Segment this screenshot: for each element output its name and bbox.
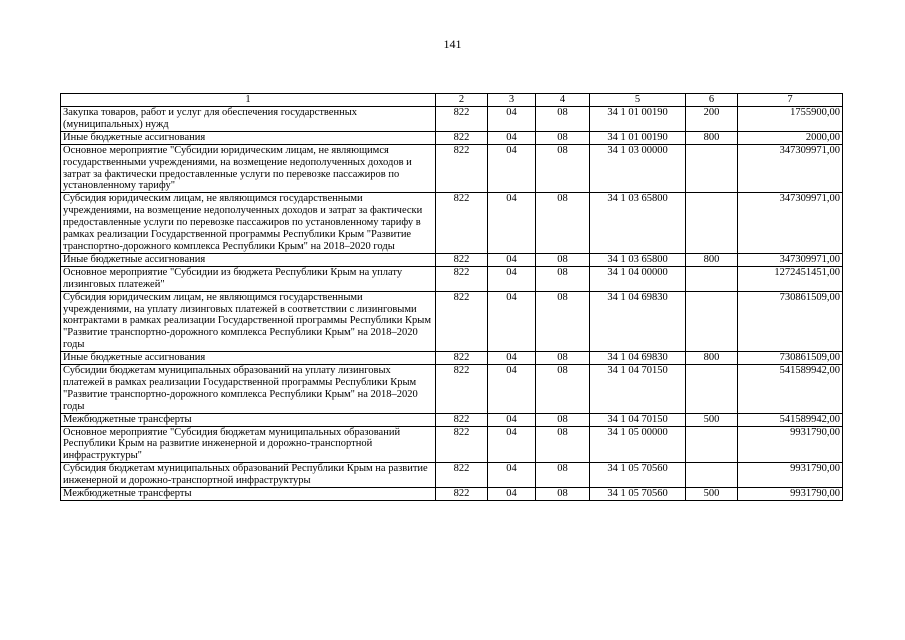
section-cell: 04 [488,488,536,501]
section-cell: 04 [488,291,536,352]
row-name-cell: Межбюджетные трансферты [61,488,436,501]
table-row [61,291,843,352]
row-name-cell: Субсидия юридическим лицам, не являющимся государственными учреждениями, на уплату лизинговых платежей в соответствии с лизинговыми контрактами в рамках реализации Государственной программы Республики Крым "Развитие транспортно-дорожного комплекса Республики Крым" на 2018–2020 годы [61,291,436,352]
table-row [61,426,843,463]
expense-type-cell: 800 [686,253,738,266]
target-article-cell: 34 1 04 70150 [590,413,686,426]
subsection-cell: 08 [536,291,590,352]
subsection-cell: 08 [536,253,590,266]
section-cell: 04 [488,253,536,266]
amount-cell: 347309971,00 [738,193,843,254]
table-header-row [61,94,843,107]
expense-type-cell: 800 [686,131,738,144]
code-cell: 822 [436,253,488,266]
expense-type-cell [686,266,738,291]
code-cell: 822 [436,193,488,254]
subsection-cell: 08 [536,488,590,501]
table-row [61,352,843,365]
expense-type-cell [686,291,738,352]
subsection-cell: 08 [536,266,590,291]
row-name-cell: Иные бюджетные ассигнования [61,253,436,266]
row-name-cell: Закупка товаров, работ и услуг для обеспечения государственных (муниципальных) нужд [61,107,436,132]
expense-type-cell [686,193,738,254]
subsection-cell: 08 [536,365,590,414]
expense-type-cell [686,463,738,488]
subsection-cell: 08 [536,107,590,132]
target-article-cell: 34 1 04 69830 [590,352,686,365]
amount-cell: 347309971,00 [738,253,843,266]
code-cell: 822 [436,266,488,291]
amount-cell: 1755900,00 [738,107,843,132]
row-name-cell: Межбюджетные трансферты [61,413,436,426]
subsection-cell: 08 [536,131,590,144]
target-article-cell: 34 1 03 65800 [590,193,686,254]
column-header: 2 [436,94,488,107]
expense-type-cell: 500 [686,413,738,426]
target-article-cell: 34 1 04 69830 [590,291,686,352]
row-name-cell: Субсидии бюджетам муниципальных образований на уплату лизинговых платежей в рамках реализации Государственной программы Республики Крым "Развитие транспортно-дорожного комплекса Республики Крым" на 2018–2020 годы [61,365,436,414]
subsection-cell: 08 [536,426,590,463]
column-header: 7 [738,94,843,107]
table-row [61,144,843,193]
code-cell: 822 [436,144,488,193]
row-name-cell: Основное мероприятие "Субсидии юридическим лицам, не являющимся государственными учреждениями, на возмещение недополученных доходов и затрат за фактически предоставленные услуги по перевозке пассажиров по установленному тарифу" [61,144,436,193]
subsection-cell: 08 [536,413,590,426]
section-cell: 04 [488,266,536,291]
expense-type-cell [686,426,738,463]
code-cell: 822 [436,291,488,352]
target-article-cell: 34 1 05 70560 [590,488,686,501]
table-row [61,266,843,291]
row-name-cell: Иные бюджетные ассигнования [61,131,436,144]
table-row [61,413,843,426]
amount-cell: 9931790,00 [738,426,843,463]
expense-type-cell [686,365,738,414]
target-article-cell: 34 1 03 00000 [590,144,686,193]
page-number: 141 [443,37,462,51]
subsection-cell: 08 [536,144,590,193]
section-cell: 04 [488,365,536,414]
table-row [61,463,843,488]
subsection-cell: 08 [536,352,590,365]
row-name-cell: Субсидия юридическим лицам, не являющимся государственными учреждениями, на возмещение недополученных доходов и затрат за фактически предоставленные услуги по перевозке пассажиров по установленному тарифу в рамках реализации Государственной программы Республики Крым "Развитие транспортно-дорожного комплекса Республики Крым" на 2018–2020 годы [61,193,436,254]
table-row [61,488,843,501]
code-cell: 822 [436,488,488,501]
row-name-cell: Основное мероприятие "Субсидии из бюджета Республики Крым на уплату лизинговых платежей" [61,266,436,291]
column-header: 4 [536,94,590,107]
target-article-cell: 34 1 04 70150 [590,365,686,414]
amount-cell: 730861509,00 [738,352,843,365]
code-cell: 822 [436,352,488,365]
table-row [61,193,843,254]
section-cell: 04 [488,463,536,488]
section-cell: 04 [488,107,536,132]
code-cell: 822 [436,107,488,132]
code-cell: 822 [436,365,488,414]
table-row [61,131,843,144]
expense-type-cell: 200 [686,107,738,132]
column-header: 1 [61,94,436,107]
row-name-cell: Основное мероприятие "Субсидия бюджетам муниципальных образований Республики Крым на развитие инженерной и дорожно-транспортной инфраструктуры" [61,426,436,463]
section-cell: 04 [488,413,536,426]
section-cell: 04 [488,131,536,144]
expense-type-cell: 800 [686,352,738,365]
target-article-cell: 34 1 04 00000 [590,266,686,291]
column-header: 5 [590,94,686,107]
column-header: 6 [686,94,738,107]
target-article-cell: 34 1 01 00190 [590,107,686,132]
code-cell: 822 [436,413,488,426]
amount-cell: 541589942,00 [738,413,843,426]
table-row [61,107,843,132]
section-cell: 04 [488,144,536,193]
amount-cell: 9931790,00 [738,488,843,501]
section-cell: 04 [488,193,536,254]
row-name-cell: Субсидия бюджетам муниципальных образований Республики Крым на развитие инженерной и дорожно-транспортной инфраструктуры [61,463,436,488]
budget-table [60,93,843,501]
section-cell: 04 [488,426,536,463]
subsection-cell: 08 [536,193,590,254]
code-cell: 822 [436,131,488,144]
target-article-cell: 34 1 03 65800 [590,253,686,266]
target-article-cell: 34 1 05 70560 [590,463,686,488]
column-header: 3 [488,94,536,107]
row-name-cell: Иные бюджетные ассигнования [61,352,436,365]
amount-cell: 9931790,00 [738,463,843,488]
amount-cell: 541589942,00 [738,365,843,414]
amount-cell: 347309971,00 [738,144,843,193]
expense-type-cell: 500 [686,488,738,501]
table-row [61,253,843,266]
amount-cell: 2000,00 [738,131,843,144]
code-cell: 822 [436,463,488,488]
target-article-cell: 34 1 01 00190 [590,131,686,144]
expense-type-cell [686,144,738,193]
subsection-cell: 08 [536,463,590,488]
amount-cell: 730861509,00 [738,291,843,352]
code-cell: 822 [436,426,488,463]
amount-cell: 1272451451,00 [738,266,843,291]
target-article-cell: 34 1 05 00000 [590,426,686,463]
section-cell: 04 [488,352,536,365]
table-row [61,365,843,414]
